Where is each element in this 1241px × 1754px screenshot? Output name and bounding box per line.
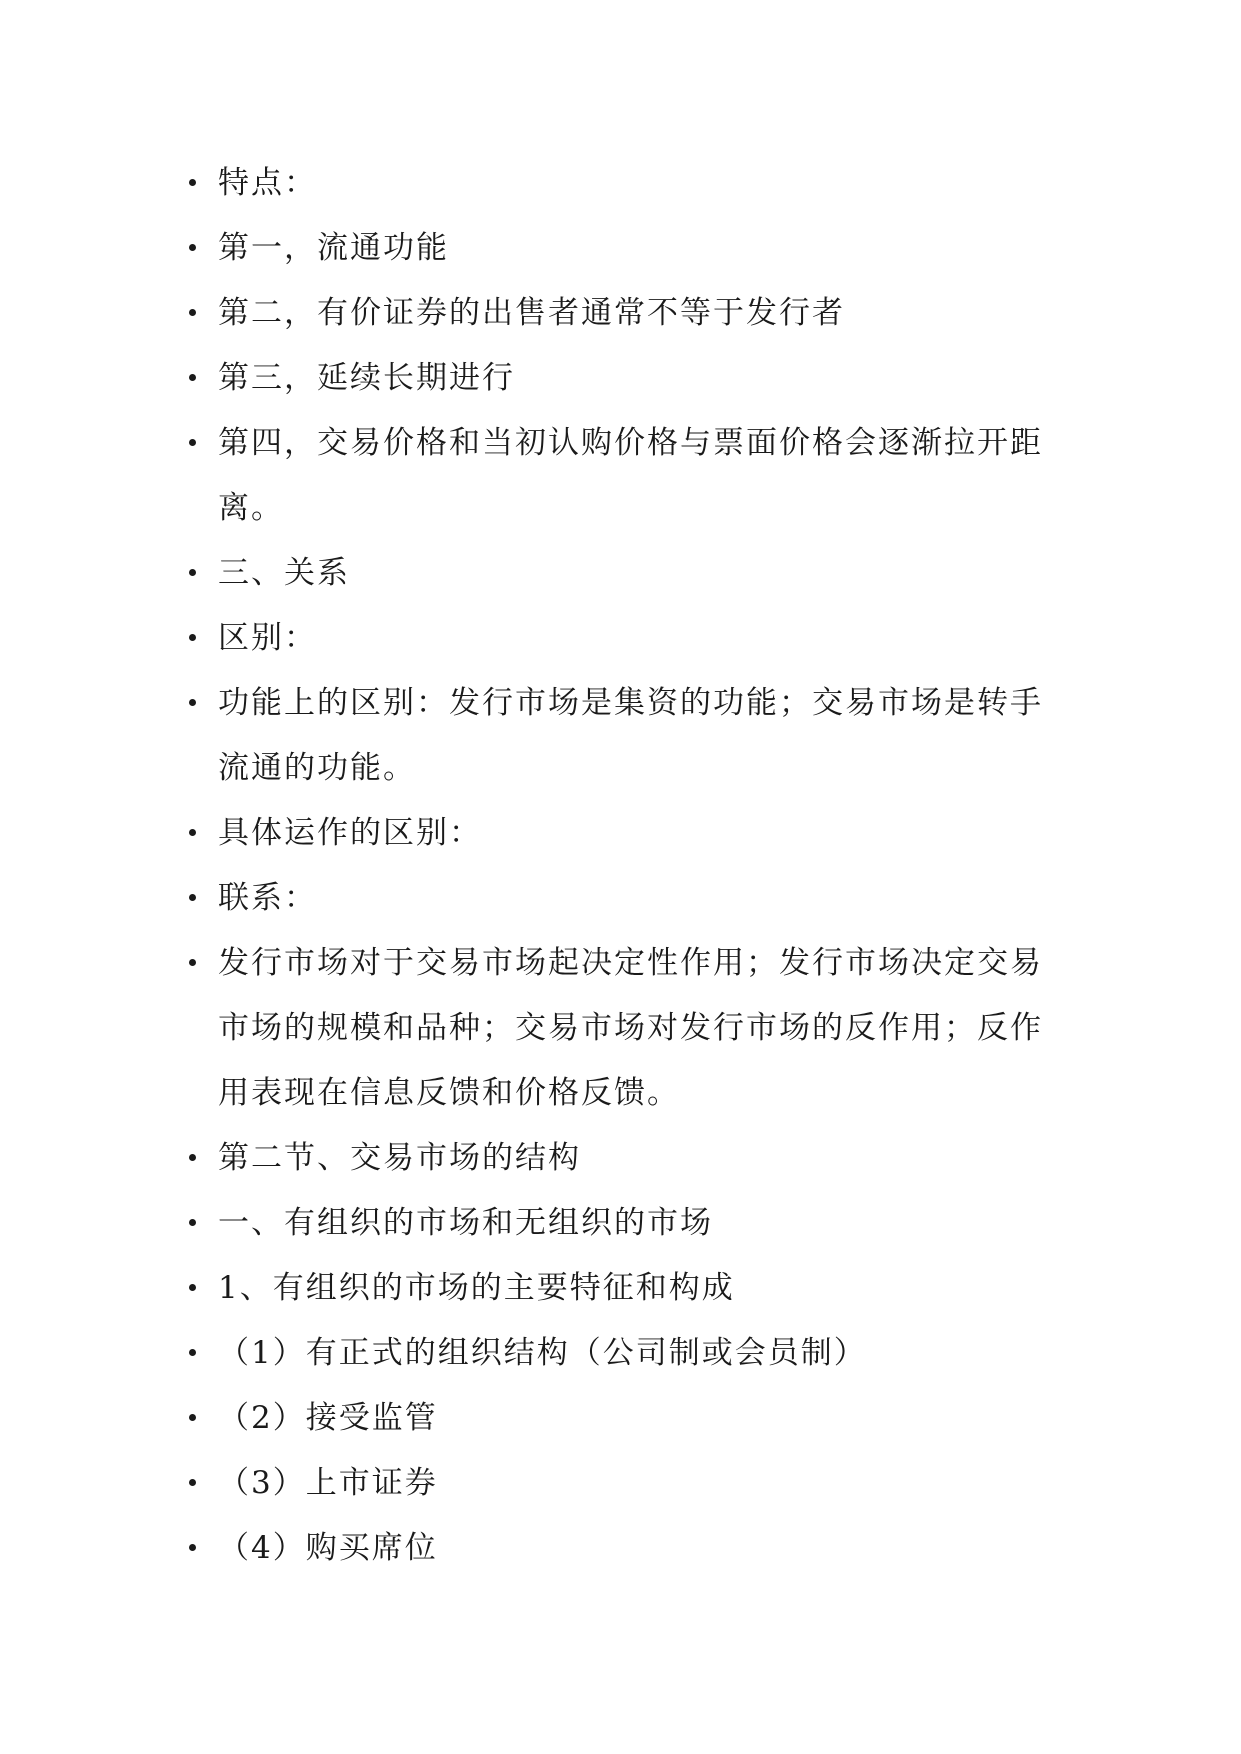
list-item (184, 1516, 1064, 1581)
bullet-icon (189, 374, 196, 381)
list-item-text: （4）购买席位 (218, 1530, 438, 1566)
bullet-icon (189, 1154, 196, 1161)
list-item-text: 1、有组织的市场的主要特征和构成 (218, 1270, 735, 1306)
list-item (184, 866, 1064, 931)
list-item-text: （3）上市证券 (218, 1465, 438, 1501)
list-item (184, 411, 1064, 541)
list-item (184, 346, 1064, 411)
list-item (184, 606, 1064, 671)
bullet-icon (189, 439, 196, 446)
bullet-icon (189, 1219, 196, 1226)
list-item-text: 三、关系 (218, 555, 350, 591)
list-item (184, 281, 1064, 346)
list-item-text: 一、有组织的市场和无组织的市场 (218, 1205, 713, 1241)
list-item-text: 功能上的区别：发行市场是集资的功能；交易市场是转手流通的功能。 (218, 685, 1043, 786)
list-item-text: 第二节、交易市场的结构 (218, 1140, 581, 1176)
list-item (184, 1191, 1064, 1256)
list-item (184, 151, 1064, 216)
bullet-icon (189, 1284, 196, 1291)
bullet-icon (189, 309, 196, 316)
list-item (184, 1256, 1064, 1321)
list-item (184, 1451, 1064, 1516)
bullet-icon (189, 1349, 196, 1356)
bullet-icon (189, 959, 196, 966)
bullet-icon (189, 634, 196, 641)
list-item (184, 931, 1064, 1126)
list-item (184, 1321, 1064, 1386)
bullet-icon (189, 699, 196, 706)
list-item-text: （2）接受监管 (218, 1400, 438, 1436)
bullet-icon (189, 1544, 196, 1551)
list-item (184, 541, 1064, 606)
bullet-list (184, 151, 1064, 1581)
bullet-icon (189, 569, 196, 576)
list-item (184, 671, 1064, 801)
bullet-icon (189, 179, 196, 186)
bullet-icon (189, 1414, 196, 1421)
bullet-icon (189, 244, 196, 251)
bullet-icon (189, 1479, 196, 1486)
bullet-icon (189, 829, 196, 836)
list-item-text: 具体运作的区别： (218, 815, 482, 851)
bullet-icon (189, 894, 196, 901)
list-item-text: 联系： (218, 880, 317, 916)
list-item (184, 801, 1064, 866)
list-item-text: 第四，交易价格和当初认购价格与票面价格会逐渐拉开距离。 (218, 425, 1043, 526)
list-item-text: 特点： (218, 165, 317, 201)
list-item-text: 区别： (218, 620, 317, 656)
list-item (184, 1126, 1064, 1191)
list-item (184, 1386, 1064, 1451)
list-item-text: 第二，有价证券的出售者通常不等于发行者 (218, 295, 845, 331)
list-item-text: 第一，流通功能 (218, 230, 449, 266)
list-item-text: 发行市场对于交易市场起决定性作用；发行市场决定交易市场的规模和品种；交易市场对发行市场的反作用；反作用表现在信息反馈和价格反馈。 (218, 945, 1043, 1111)
list-item (184, 216, 1064, 281)
list-item-text: 第三，延续长期进行 (218, 360, 515, 396)
list-item-text: （1）有正式的组织结构（公司制或会员制） (218, 1335, 867, 1371)
